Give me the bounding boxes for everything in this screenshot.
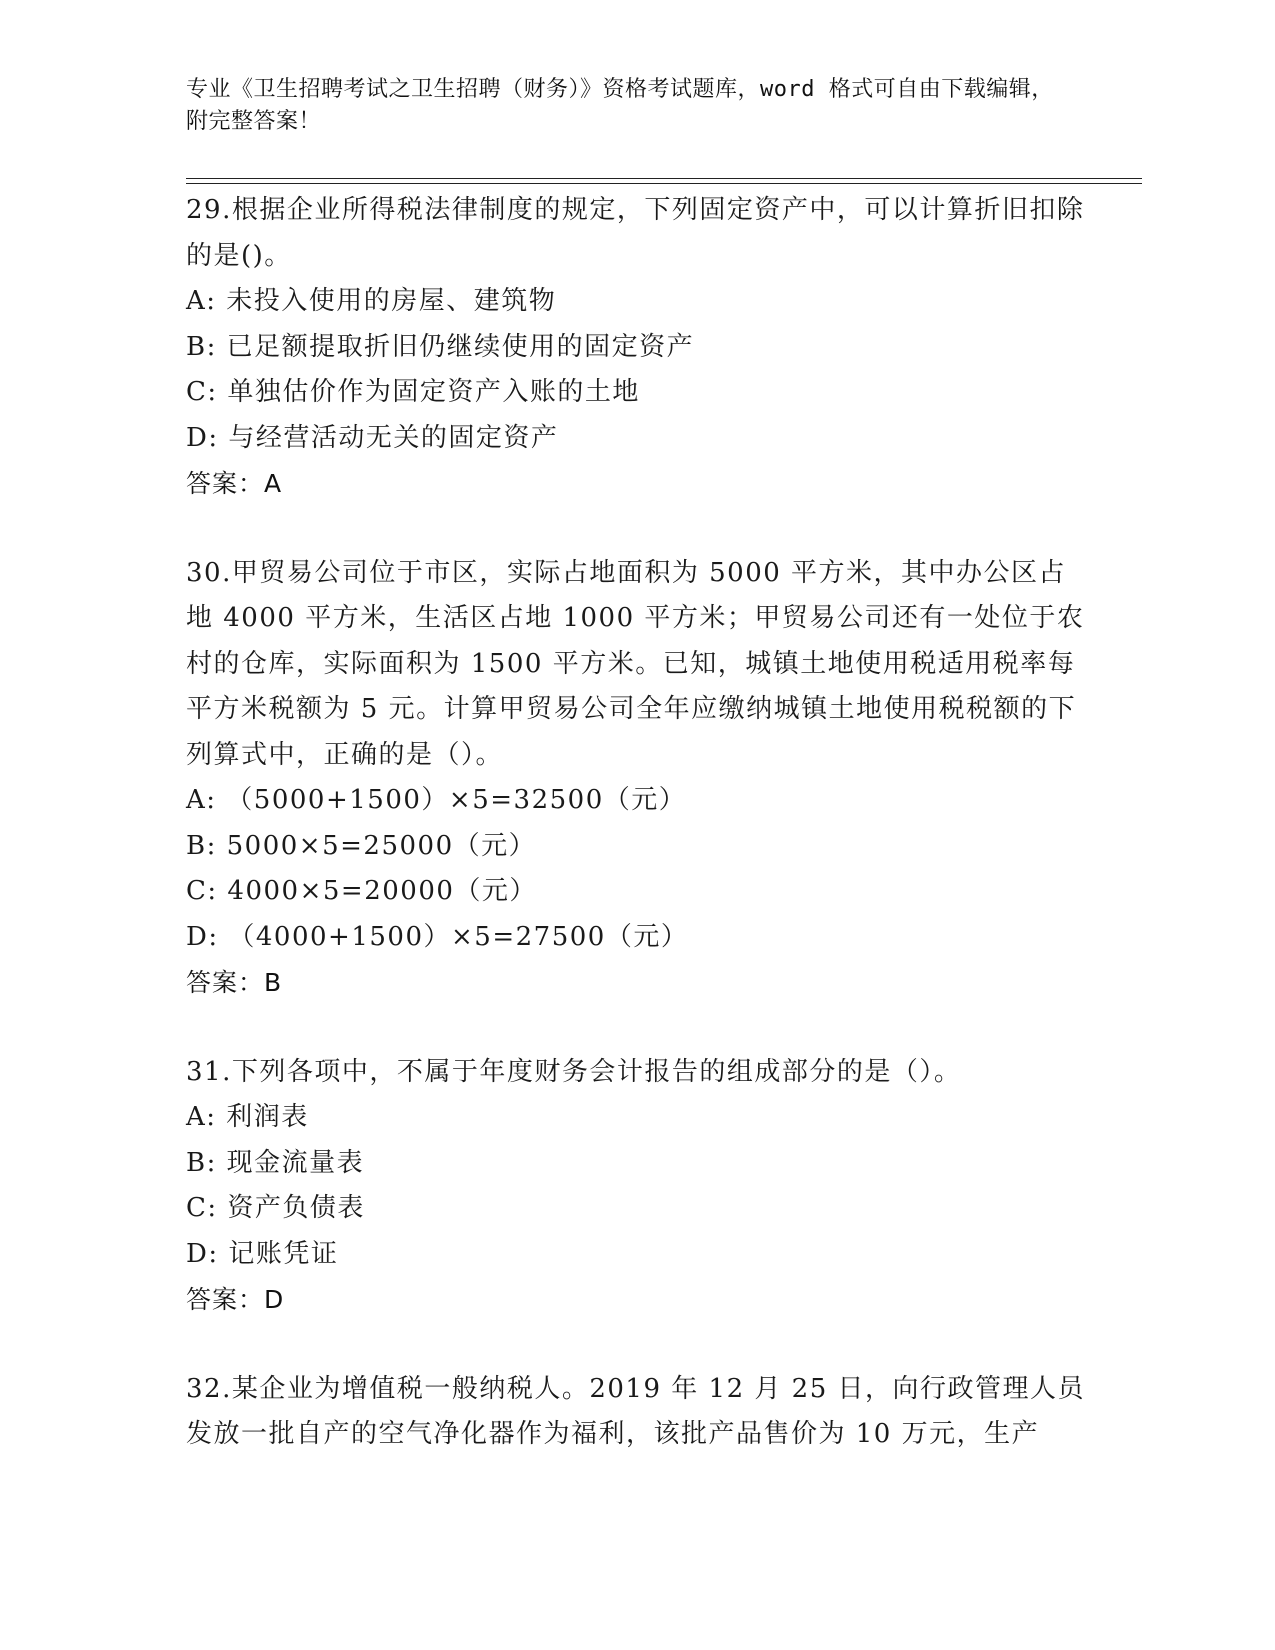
question-spacer	[186, 507, 1086, 551]
question-29	[186, 188, 1086, 507]
answer: 答案：D	[186, 1285, 285, 1314]
option-b: B: 现金流量表	[186, 1147, 365, 1178]
option-a: A: 未投入使用的房屋、建筑物	[186, 286, 557, 316]
option-d: D: 记账凭证	[186, 1238, 339, 1269]
question-stem: 31.下列各项中，不属于年度财务会计报告的组成部分的是（）。	[186, 1056, 962, 1087]
option-d: D: 与经营活动无关的固定资产	[186, 422, 559, 453]
question-31	[186, 1050, 1086, 1323]
answer: 答案：A	[186, 469, 283, 498]
question-32	[186, 1367, 1086, 1458]
option-b: B: 已足额提取折旧仍继续使用的固定资产	[186, 331, 695, 362]
question-list	[186, 188, 1086, 1458]
question-stem: 30.甲贸易公司位于市区，实际占地面积为 5000 平方米，其中办公区占地 4000 平方米，生活区占地 1000 平方米；甲贸易公司还有一处位于农村的仓库，实际面积为 1500 平方米。已知，城镇土地使用税适用税率每平方米税额为 5 元。计算甲贸易公司全年应缴纳城镇土地使用税税额的下列算式中，正确的是（）。	[186, 557, 1085, 770]
document-header: 专业《卫生招聘考试之卫生招聘（财务）》资格考试题库，word 格式可自由下载编辑，附完整答案！	[186, 77, 1054, 134]
question-spacer	[186, 1006, 1086, 1050]
option-c: C: 资产负债表	[186, 1193, 365, 1223]
header-divider-bottom	[186, 183, 1142, 184]
option-a: A: （5000+1500）×5=32500（元）	[186, 785, 687, 815]
option-c: C: 单独估价作为固定资产入账的土地	[186, 377, 640, 407]
option-c: C: 4000×5=20000（元）	[186, 876, 537, 906]
option-a: A: 利润表	[186, 1102, 309, 1132]
option-b: B: 5000×5=25000（元）	[186, 830, 537, 861]
question-spacer	[186, 1323, 1086, 1367]
question-30	[186, 551, 1086, 1006]
question-stem: 29.根据企业所得税法律制度的规定，下列固定资产中，可以计算折旧扣除的是()。	[186, 195, 1085, 271]
header-divider-top	[186, 178, 1142, 179]
question-stem: 32.某企业为增值税一般纳税人。2019 年 12 月 25 日，向行政管理人员发放一批自产的空气净化器作为福利，该批产品售价为 10 万元，生产	[186, 1373, 1086, 1449]
answer: 答案：B	[186, 968, 283, 997]
option-d: D: （4000+1500）×5=27500（元）	[186, 921, 689, 952]
